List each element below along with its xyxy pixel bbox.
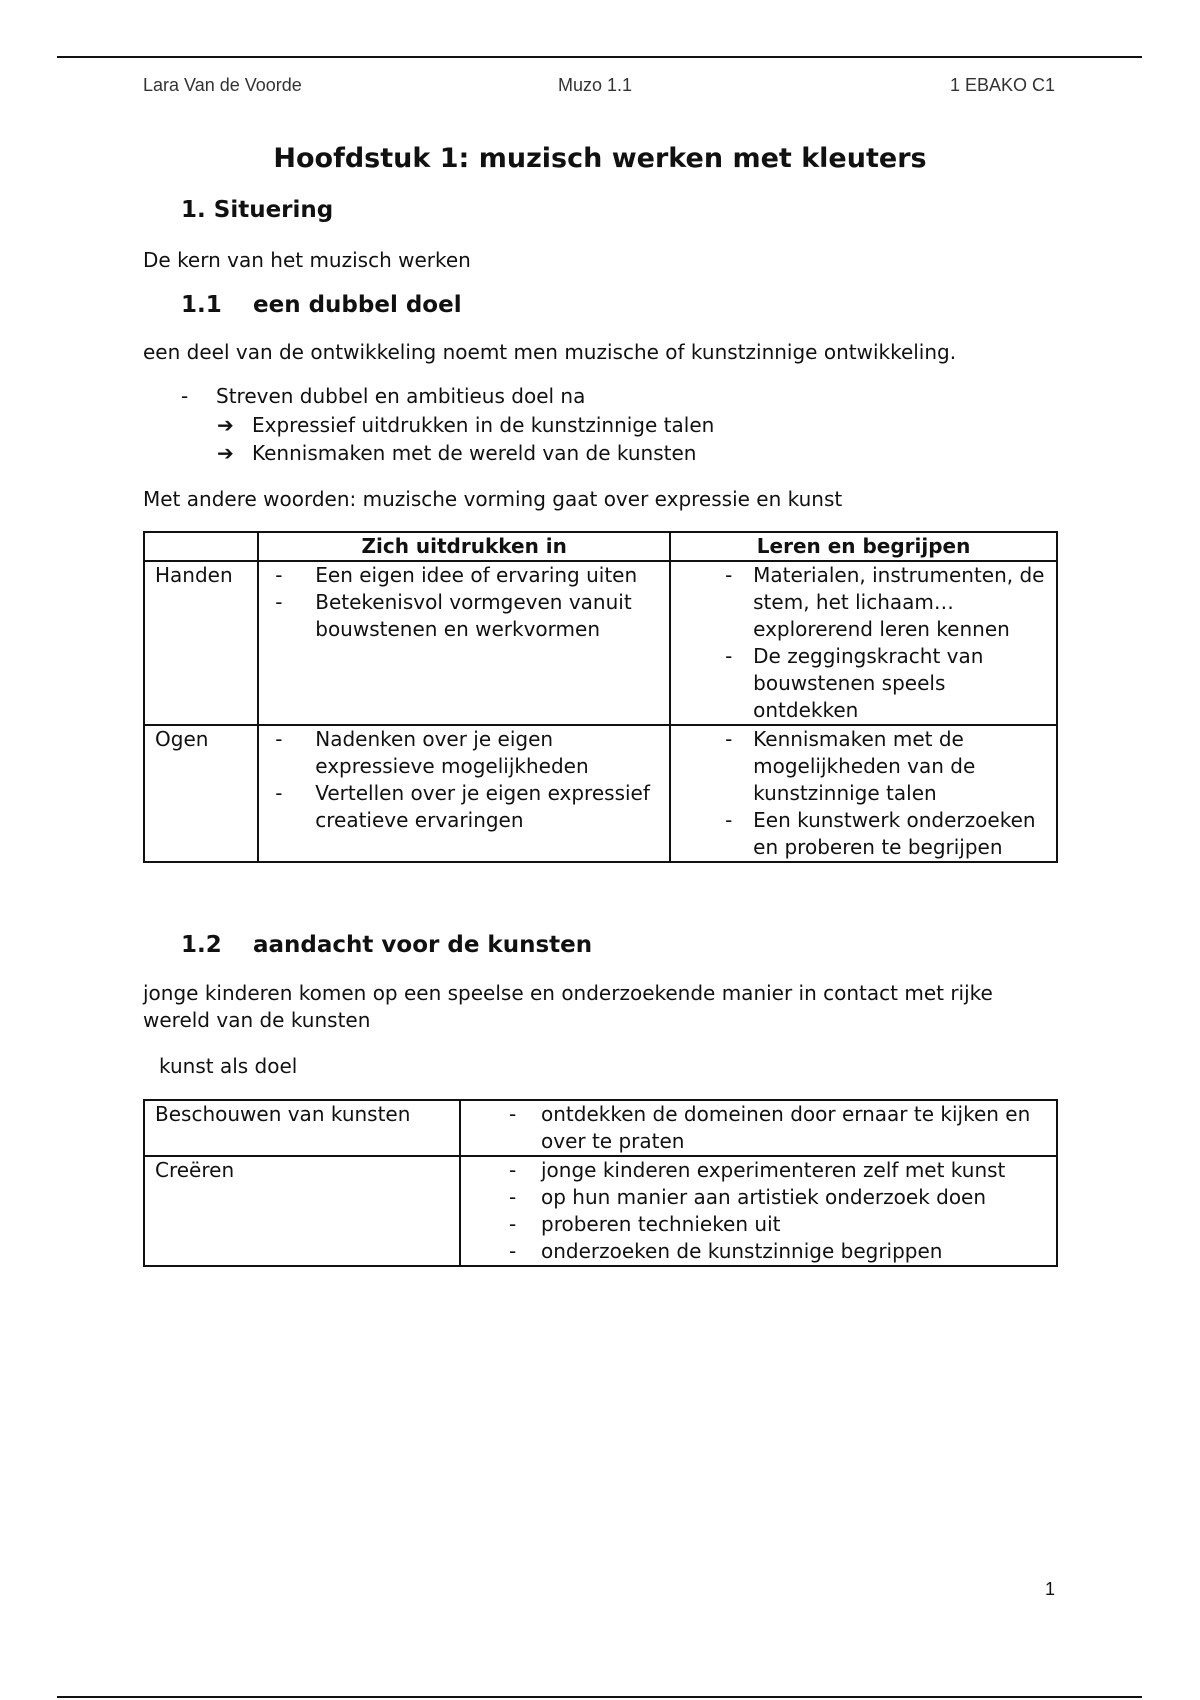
list-item: - Een eigen idee of ervaring uiten (267, 562, 663, 589)
list-item: - jonge kinderen experimenteren zelf met kunst (469, 1157, 1048, 1184)
row-label-beschouwen: Beschouwen van kunsten (144, 1100, 460, 1156)
table-row (144, 561, 1057, 725)
header-author: Lara Van de Voorde (143, 75, 302, 95)
row-label-handen: Handen (144, 561, 258, 725)
table-row (144, 1100, 1057, 1156)
list-item: - Materialen, instrumenten, de stem, het lichaam… explorerend leren kennen (679, 562, 1050, 643)
list-item: - onderzoeken de kunstzinnige begrippen (469, 1238, 1048, 1265)
list-item: - proberen technieken uit (469, 1211, 1048, 1238)
row-label-creeren: Creëren (144, 1156, 460, 1266)
table-cell (460, 1156, 1057, 1266)
dash-bullet-text: Streven dubbel en ambitieus doel na (216, 384, 586, 408)
subsection-title: aandacht voor de kunsten (253, 932, 593, 958)
paragraph-ontwikkeling: een deel van de ontwikkeling noemt men muzische of kunstzinnige ontwikkeling. (143, 340, 957, 364)
subsection-heading-1-1 (181, 292, 462, 318)
subsection-number: 1.1 (181, 292, 222, 318)
summary-text: Met andere woorden: muzische vorming gaat over expressie en kunst (143, 487, 843, 511)
table-cell (460, 1100, 1057, 1156)
arrow-bullet-text: Expressief uitdrukken in de kunstzinnige talen (252, 413, 715, 437)
subsection-number: 1.2 (181, 932, 222, 958)
table-header-row (144, 532, 1057, 561)
table-row (144, 1156, 1057, 1266)
footer-rule (57, 1696, 1142, 1698)
page-title: Hoofdstuk 1: muzisch werken met kleuters (273, 143, 927, 174)
expression-table (143, 531, 1058, 863)
list-item: - De zeggingskracht van bouwstenen speels ontdekken (679, 643, 1050, 724)
list-item: - ontdekken de domeinen door ernaar te kijken en over te praten (469, 1101, 1048, 1155)
section-heading-situering: 1. Situering (181, 197, 334, 223)
table-cell (258, 725, 670, 862)
header-class: 1 EBAKO C1 (950, 75, 1056, 95)
page-number: 1 (1045, 1579, 1056, 1599)
list-item: - Vertellen over je eigen expressief creatieve ervaringen (267, 780, 663, 834)
arrow-bullet-text: Kennismaken met de wereld van de kunsten (252, 441, 697, 465)
section-intro: De kern van het muzisch werken (143, 248, 471, 272)
list-item: - Nadenken over je eigen expressieve mogelijkheden (267, 726, 663, 780)
table-cell (258, 561, 670, 725)
table-header-empty (144, 532, 258, 561)
list-item: - Betekenisvol vormgeven vanuit bouwstenen en werkvormen (267, 589, 663, 643)
paragraph-kunsten: jonge kinderen komen op een speelse en onderzoekende manier in contact met rijke wereld van de kunsten (143, 981, 993, 1032)
subtext-kunst-als-doel: kunst als doel (159, 1054, 298, 1078)
list-item: - Een kunstwerk onderzoeken en proberen te begrijpen (679, 807, 1050, 861)
table-header-leren: Leren en begrijpen (670, 532, 1057, 561)
table-row (144, 725, 1057, 862)
arrow-right-icon: ➔ (217, 413, 234, 437)
list-item: - Kennismaken met de mogelijkheden van de kunstzinnige talen (679, 726, 1050, 807)
table-header-uitdrukken: Zich uitdrukken in (258, 532, 670, 561)
row-label-ogen: Ogen (144, 725, 258, 862)
arrow-right-icon: ➔ (217, 441, 234, 465)
arts-table (143, 1099, 1058, 1267)
header-course: Muzo 1.1 (558, 75, 633, 95)
list-item: - op hun manier aan artistiek onderzoek doen (469, 1184, 1048, 1211)
subsection-title: een dubbel doel (253, 292, 462, 318)
table-cell (670, 725, 1057, 862)
table-cell (670, 561, 1057, 725)
subsection-heading-1-2 (181, 932, 592, 958)
header-rule (57, 56, 1142, 58)
